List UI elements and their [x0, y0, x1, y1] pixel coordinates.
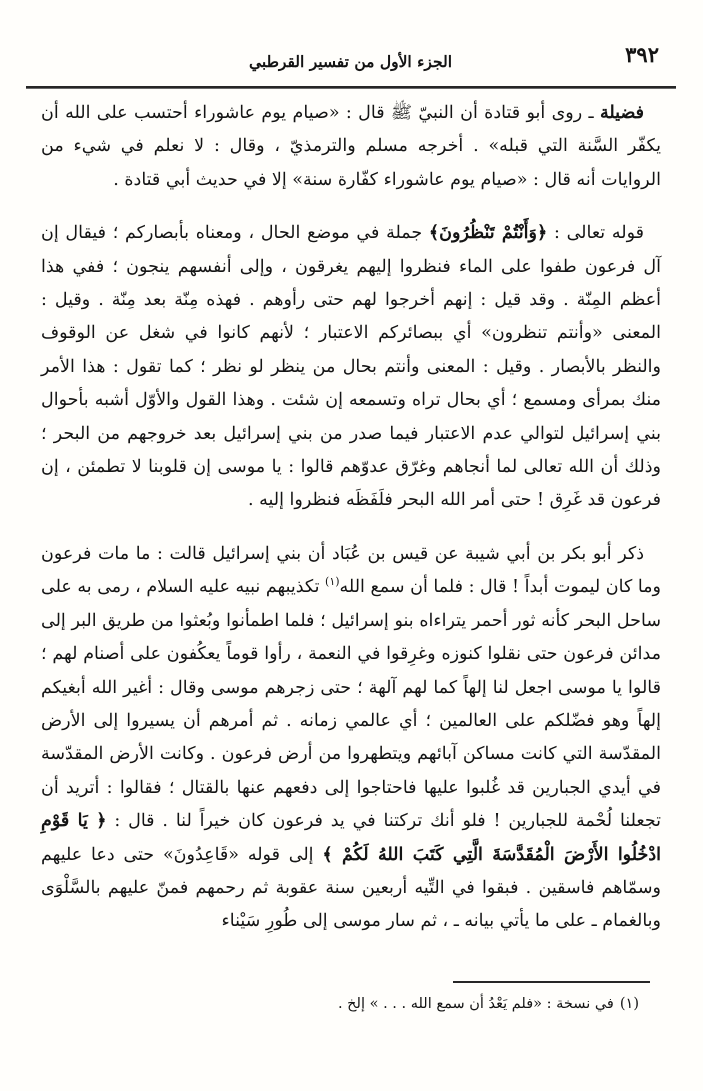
page-title: الجزء الأول من تفسير القرطبي	[248, 52, 453, 71]
paragraph-text: جملة في موضع الحال ، ومعناه بأبصاركم ؛ فيقال إن آل فرعون طفوا على الماء فنظروا إليهم يغرقون ، وإلى أنفسهم ينجون ؛ ففي هذا أعظم المِنّة . وقد قيل : إنهم أخرجوا لهم حتى رأوهم . فهذه مِنّة بعد مِنّة . وقيل : المعنى «وأنتم تنظرون» أي ببصائركم الاعتبار ؛ لأنهم كانوا في شغل عن الوقوف والنظر بالأبصار . وقيل : المعنى وأنتم بحال من ينظر لو نظر ؛ كما تقول : هذا الأمر منك بمرأى ومسمع ؛ أي بحال تراه وتسمعه إن شئت . وهذا القول والأوّل أشبه بأحوال بني إسرائيل لتوالي عدم الاعتبار فيما صدر من بني إسرائيل بعد خروجهم من البحر ؛ وذلك أن الله تعالى لما أنجاهم وغرّق عدوّهم قالوا : يا موسى إن قلوبنا لا تطمئن ، إن فرعون قد غَرِق ! حتى أمر الله البحر فلَفَظَه فنظروا إليه .	[41, 223, 661, 511]
paragraph-text: تكذيبهم نبيه عليه السلام ، رمى به على ساحل البحر كأنه ثور أحمر يتراءاه بنو إسرائيل ؛ فلما اطمأنوا وبُعثوا من طريق البر إلى مدائن فرعون حتى نقلوا كنوزه وغرِقوا في النعمة ، رأوا قوماً يعكُفون على أصنام لهم ؛ قالوا يا موسى اجعل لنا إلهاً كما لهم آلهة ؛ حتى زجرهم موسى وقال : أغير الله أبغيكم إلهاً وهو فضّلكم على العالمين ؛ أي عالمي زمانه . ثم أمرهم أن يسيروا إلى الأرض المقدّسة التي كانت مساكن آبائهم ويتطهروا من أرض فرعون . وكانت الأرض المقدّسة في أيدي الجبارين قد غُلبوا عليها فاحتاجوا إلى دفعهم عنها بالقتال ؛ فقالوا : أتريد أن تجعلنا لُحْمة للجبارين ! فلو أنك تركتنا في يد فرعون كان خيراً لنا . قال :	[41, 577, 661, 832]
paragraph-text: ذكر أبو بكر بن أبي شيبة عن قيس بن عُبَاد أن بني إسرائيل قالت : ما مات فرعون وما كان ليموت أبداً ! قال : فلما أن سمع الله	[41, 543, 661, 598]
paragraph-text: قوله تعالى :	[547, 223, 644, 244]
footnote-reference: (١)	[325, 575, 340, 589]
paragraph-story	[41, 538, 661, 939]
footnote-text: في نسخة : «فلم يَعْدُ أن سمع الله . . . » إلخ .	[337, 996, 614, 1012]
paragraph-text: ـ روى أبو قتادة أن النبيّ ﷺ قال : «صيام يوم عاشوراء أحتسب على الله أن يكفّر السَّنة التي قبله» . أخرجه مسلم والترمذيّ ، وقال : لا نعلم في شيء من الروايات أنه قال : «صيام يوم عاشوراء كفّارة سنة» إلا في حديث أبي قتادة .	[41, 103, 661, 190]
quran-verse: ﴿وَأَنْتُمْ تَنْظُرُونَ﴾	[428, 223, 548, 244]
header-rule	[26, 86, 676, 89]
footnote-marker: (١)	[619, 996, 639, 1012]
quran-verse: ﴿ يَا قَوْمِ ادْخُلُوا الأَرْضَ الْمُقَدَّسَةَ الَّتِي كَتَبَ اللهُ لَكُمْ ﴾	[41, 811, 661, 865]
paragraph-text: إلى قوله «قَاعِدُونَ» حتى دعا عليهم وسمّاهم فاسقين . فبقوا في التِّيه أربعين سنة عقوبة ثم رحمهم فمنّ عليهم بالسَّلْوَى وبالغمام ـ على ما يأتي بيانه ـ ، ثم سار موسى إلى طُورِ سَيْناء	[41, 844, 661, 932]
page-header	[40, 42, 661, 80]
page-number: ٣٩٢	[625, 42, 659, 67]
paragraph-fadila	[41, 97, 661, 197]
body-text	[41, 97, 661, 939]
footnote-area	[42, 981, 650, 1016]
paragraph-lead-word: فضيلة	[600, 103, 644, 123]
footnote	[42, 992, 650, 1016]
paragraph-tafsir	[41, 217, 661, 518]
footnote-rule	[453, 981, 650, 983]
